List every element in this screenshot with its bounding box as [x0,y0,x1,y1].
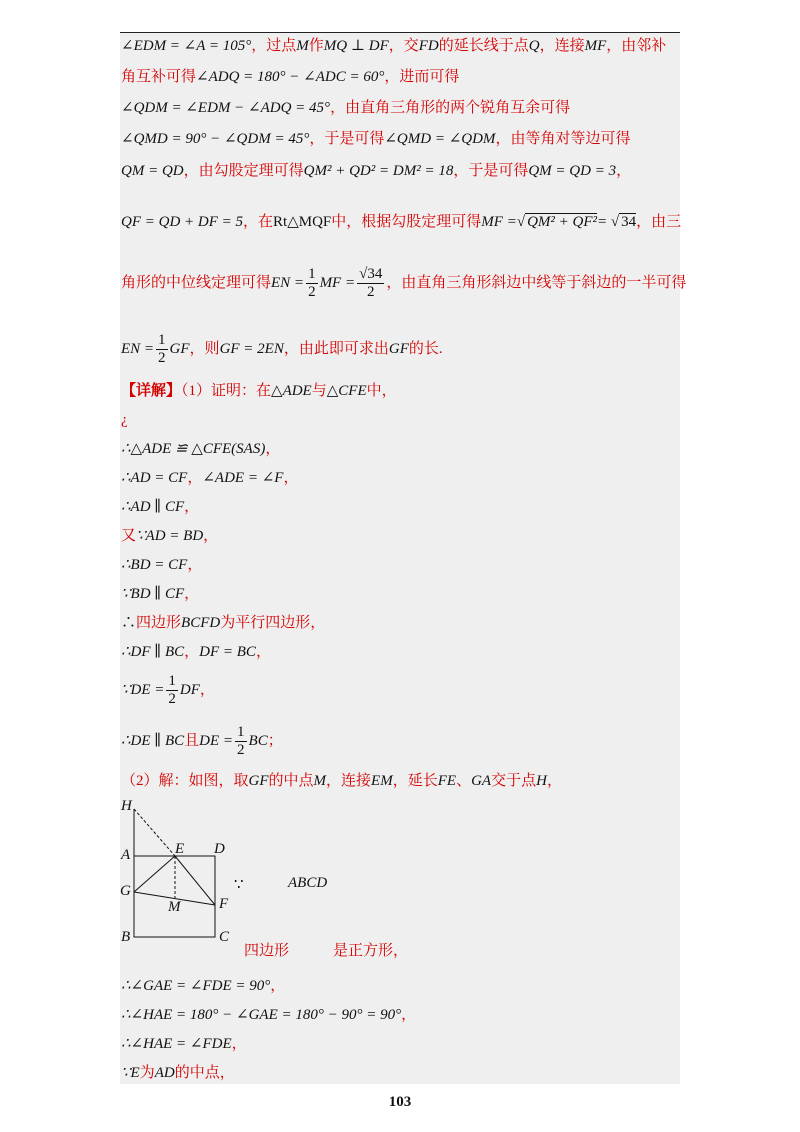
math: ∴ [121,615,137,631]
text: ，于是可得 [453,163,529,179]
line-15 [121,555,202,575]
text: 为平行四边形， [220,615,326,631]
line-9 [121,381,397,401]
text: 的中点 [268,773,314,789]
math: QM = QD [121,163,184,179]
text: ，交 [388,38,419,54]
line-5 [121,161,631,181]
text: ，由勾股定理可得 [183,163,304,179]
line-10 [121,410,128,430]
point-label: G [120,883,131,899]
text: （2）解：如图，取 [121,773,249,789]
text: ，于是可得 [309,131,385,147]
text: ，则 [189,340,220,357]
line-ge [134,856,175,892]
math: DF = BC [199,644,256,660]
math: EM [371,773,393,789]
math: DE = [199,732,234,749]
line-11 [121,439,280,459]
fraction: $\frac{1}{2}$ [237,724,245,758]
math: △ADE [271,383,312,399]
math: = [597,214,611,230]
math: Q [528,38,540,54]
math: ∴∠GAE = ∠FDE = 90° [121,978,271,994]
math: GA [471,773,492,789]
text: ，由三 [636,214,682,230]
text: ， [401,1007,417,1023]
math: GF [169,340,190,357]
line-24 [121,1034,247,1054]
text: 中， [366,383,397,399]
math: ∠EDM = ∠A = 105° [121,38,252,54]
line-14 [121,526,218,546]
detail-label: 【详解】 [121,383,182,399]
math: ∴AD ∥ CF [121,499,185,515]
math: ∴DF ∥ BC [121,644,185,660]
math: AD [154,1065,175,1081]
math: H [536,773,547,789]
point-label: C [219,929,230,945]
text: ， [187,470,203,486]
math: Rt△MQF [273,214,332,230]
text: ， [199,681,215,698]
math: ∴△ADE ≌ △CFE(SAS) [121,441,266,457]
line-ef [175,856,215,905]
line-3 [121,98,570,118]
math: ∠ADQ = 180° − ∠ADC = 60° [196,69,385,85]
math: ∵E [121,1065,140,1081]
line-1 [121,36,666,56]
text: ，由此即可求出 [283,340,389,357]
text: ， [265,441,281,457]
fraction: $\frac{√34}{2}$ [359,266,383,300]
top-rule [120,32,680,33]
math: QF = QD + DF = 5 [121,214,244,230]
math: 34 [621,214,637,230]
line-25 [121,1063,235,1083]
point-label: B [121,929,131,945]
math: M [313,773,327,789]
text: ； [267,732,283,749]
text: ，由等角对等边可得 [495,131,631,147]
math: EN = [271,274,305,291]
text: ， [184,586,200,602]
line-4 [121,129,630,149]
math: MF [584,38,607,54]
text: ， [283,470,299,486]
line-19 [121,673,215,708]
text: ， [616,163,632,179]
math: ∵BD ∥ CF [121,586,185,602]
math: QM = QD = 3 [528,163,617,179]
line-16 [121,584,199,604]
math: ∠QMD = 90° − ∠QDM = 45° [121,131,310,147]
figure-lines [118,797,238,947]
text: 为 [139,1065,155,1081]
text: ¿ [121,412,128,428]
text: ， [203,528,219,544]
text: ， [270,978,286,994]
text: 角互补可得 [121,69,197,85]
line-22 [121,976,285,996]
math: GF [388,340,409,357]
point-label: D [214,841,225,857]
text: ，过点 [251,38,297,54]
text: 四边形 [136,615,182,631]
fraction: $\frac{1}{2}$ [158,332,166,366]
math: M [296,38,309,54]
text: ，在 [243,214,274,230]
math: ∴DE ∥ BC [121,732,185,749]
fraction: $\frac{1}{2}$ [308,266,316,300]
text: 且 [184,732,200,749]
math: MF = [319,274,356,291]
point-label: E [175,841,185,857]
line-21 [121,771,562,791]
square-label: 是正方形， [333,943,409,959]
line-6: QF = QD + DF = 5，在Rt△MQF中，根据勾股定理可得MF =√ QM² + QF²= √ 34，由三 [121,214,682,230]
fraction: $\frac{1}{2}$ [168,673,176,707]
text: ，连接 [326,773,372,789]
math: QM² + QD² = DM² = 18 [303,163,454,179]
math: ∵DE = [121,681,165,698]
line-13 [121,497,199,517]
math: QM² + QF² [527,214,598,230]
text: ， [546,773,562,789]
line-23 [121,1005,416,1025]
math: ∴∠HAE = ∠FDE [121,1036,232,1052]
text: 又 [121,528,137,544]
math: FE [437,773,457,789]
math: ∴∠HAE = 180° − ∠GAE = 180° − 90° = 90° [121,1007,402,1023]
quad-label: 四边形 [244,943,290,959]
text: 、 [456,773,472,789]
line-20 [121,724,283,759]
math: MF = [481,214,517,230]
math: GF [248,773,269,789]
math: △CFE [326,383,367,399]
text: （1）证明：在 [181,383,272,399]
text: ，由直角三角形斜边中线等于斜边的一半可得 [386,274,687,291]
text: 中，根据勾股定理可得 [331,214,482,230]
text: ， [184,644,200,660]
point-label: A [121,847,131,863]
square-name: ABCD [288,875,328,891]
text: 的中点， [174,1065,235,1081]
text: 的延长线于点 [438,38,529,54]
line-17 [121,613,325,633]
geometry-figure [118,797,238,947]
line-8 [121,332,443,367]
text: 与 [311,383,327,399]
text: ， [231,1036,247,1052]
math: ∠QMD = ∠QDM [384,131,496,147]
math: ∵AD = BD [136,528,204,544]
point-label: F [219,896,229,912]
line-2 [121,67,459,87]
math: BC [248,732,268,749]
text: 作 [308,38,324,54]
math: MQ ⊥ DF [323,38,389,54]
line-12 [121,468,298,488]
text: ，连接 [539,38,585,54]
because-symbol: ∵ [234,877,244,893]
math: BCFD [181,615,221,631]
text: ，延长 [392,773,438,789]
text: ， [187,557,203,573]
text: ，由直角三角形的两个锐角互余可得 [330,100,571,116]
math: FD [418,38,439,54]
math: GF = 2EN [219,340,284,357]
text: ， [184,499,200,515]
text: 角形的中位线定理可得 [121,274,272,291]
text: 交于点 [491,773,537,789]
math: ∴BD = CF [121,557,188,573]
math: ∴AD = CF [121,470,188,486]
text: ， [255,644,271,660]
line-18 [121,642,271,662]
text: ，由邻补 [606,38,667,54]
math: DF [179,681,200,698]
line-he-dashed [134,809,175,856]
page-number: 103 [388,1094,412,1110]
point-label: H [121,798,132,814]
line-7 [121,266,686,301]
text: 的长. [408,340,443,357]
text: ，进而可得 [384,69,460,85]
math: ∠QDM = ∠EDM − ∠ADQ = 45° [121,100,331,116]
math: ∠ADE = ∠F [202,470,284,486]
math: EN = [121,340,155,357]
point-label: M [168,899,181,915]
